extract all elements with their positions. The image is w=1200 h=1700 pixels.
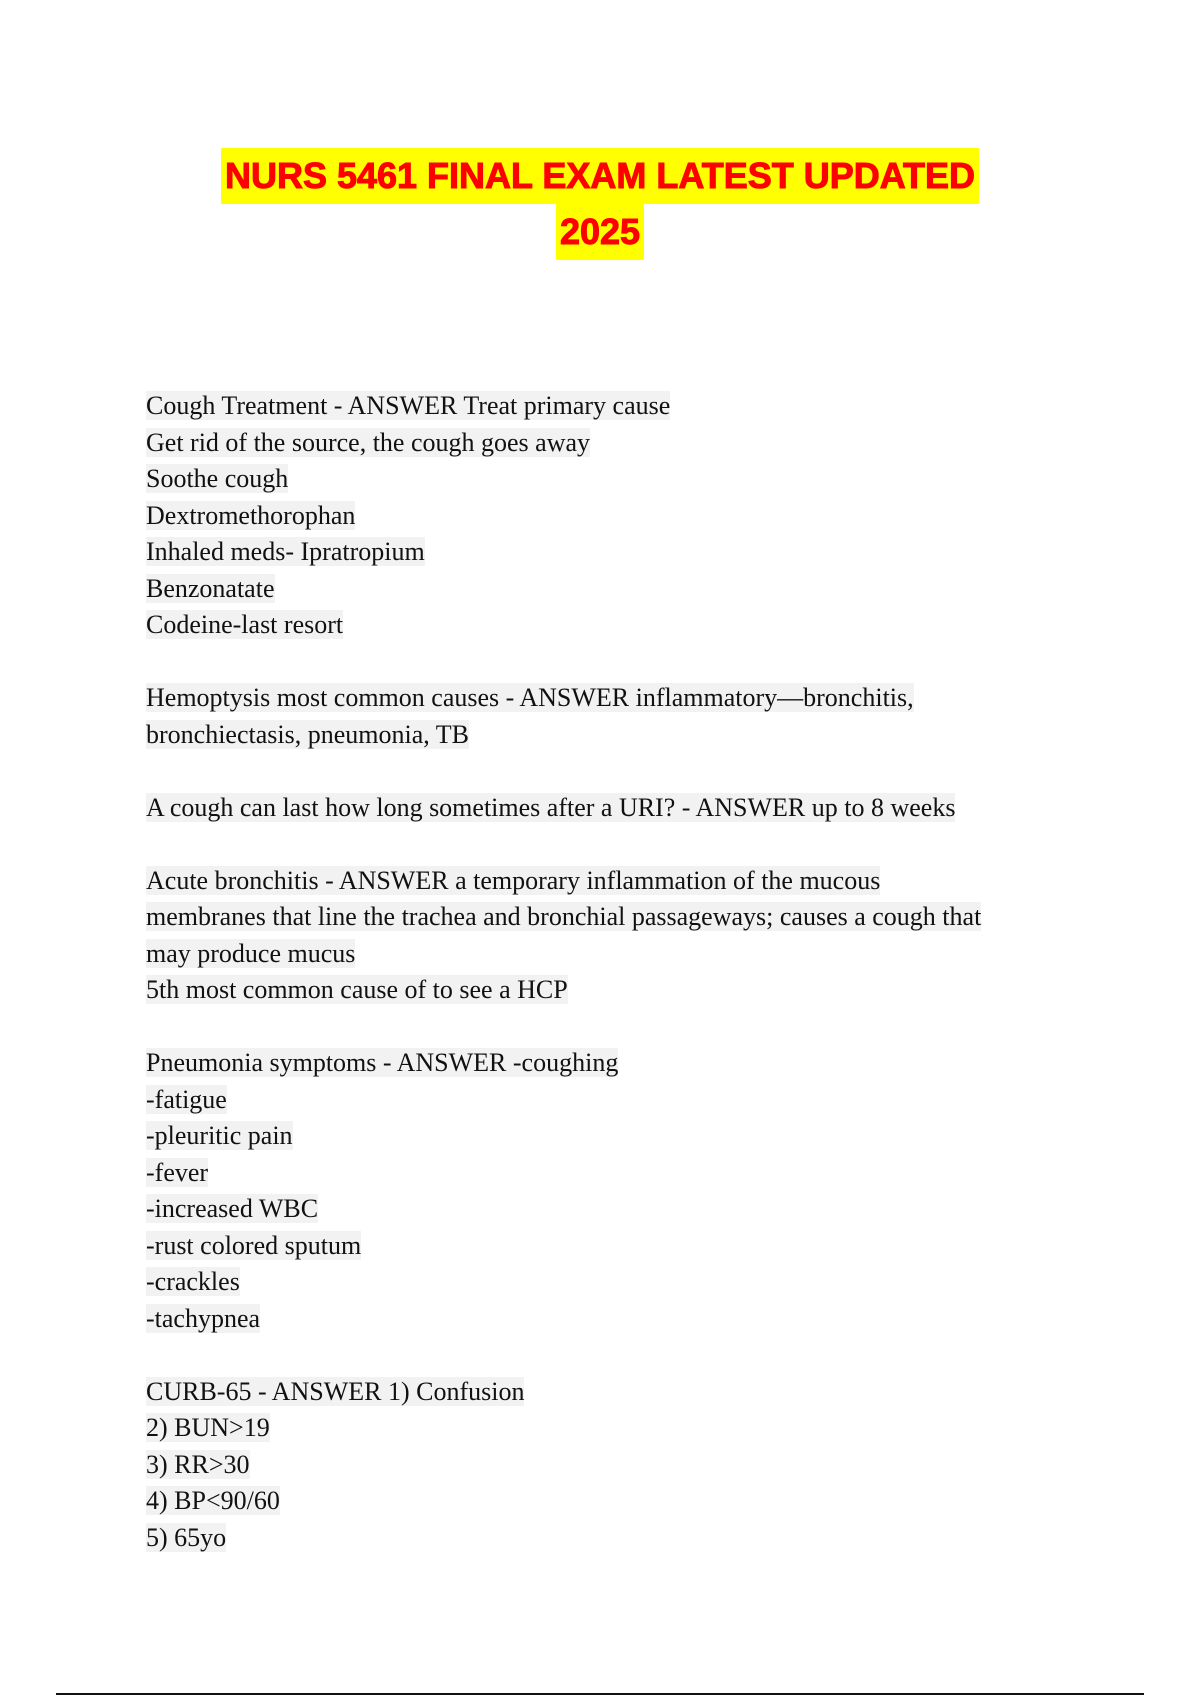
- qa-line: -pleuritic pain: [146, 1121, 293, 1150]
- qa-line: -fever: [146, 1157, 209, 1187]
- qa-line: membranes that line the trachea and bronchial passageways; causes a cough that: [146, 902, 982, 931]
- qa-line: -tachypnea: [146, 1303, 261, 1333]
- qa-line: Get rid of the source, the cough goes away: [146, 427, 591, 457]
- qa-line: Acute bronchitis - ANSWER a temporary inflammation of the mucous: [146, 865, 881, 895]
- qa-line: Hemoptysis most common causes - ANSWER inflammatory—bronchitis,: [146, 683, 914, 712]
- qa-item-cough-duration: [146, 790, 1146, 827]
- qa-list: [146, 388, 1146, 1593]
- qa-item-cough-treatment: [146, 388, 1146, 644]
- qa-item-hemoptysis: [146, 680, 1146, 753]
- qa-line: -fatigue: [146, 1084, 227, 1114]
- qa-line: 5th most common cause of to see a HCP: [146, 975, 568, 1004]
- qa-item-pneumonia-symptoms: [146, 1045, 1146, 1337]
- title-line-1: NURS 5461 FINAL EXAM LATEST UPDATED: [221, 148, 979, 204]
- qa-line: Pneumonia symptoms - ANSWER -coughing: [146, 1048, 619, 1077]
- qa-line: may produce mucus: [146, 938, 356, 968]
- qa-line: A cough can last how long sometimes after a URI? - ANSWER up to 8 weeks: [146, 792, 956, 822]
- document-title: [0, 148, 1200, 260]
- qa-item-curb-65: [146, 1374, 1146, 1557]
- qa-line: -crackles: [146, 1267, 240, 1296]
- page-bottom-rule: [56, 1693, 1144, 1695]
- qa-line: -rust colored sputum: [146, 1230, 362, 1260]
- qa-line: Inhaled meds- Ipratropium: [146, 537, 425, 566]
- title-line-2: 2025: [556, 204, 644, 260]
- qa-line: 4) BP<90/60: [146, 1486, 280, 1515]
- qa-line: 5) 65yo: [146, 1522, 227, 1552]
- qa-item-acute-bronchitis: [146, 863, 1146, 1009]
- qa-line: CURB-65 - ANSWER 1) Confusion: [146, 1376, 525, 1406]
- qa-line: Benzonatate: [146, 573, 275, 603]
- qa-line: Soothe cough: [146, 464, 289, 493]
- qa-line: Codeine-last resort: [146, 610, 344, 639]
- qa-line: 2) BUN>19: [146, 1413, 270, 1442]
- qa-line: 3) RR>30: [146, 1449, 250, 1479]
- qa-line: bronchiectasis, pneumonia, TB: [146, 719, 470, 749]
- qa-line: -increased WBC: [146, 1194, 319, 1223]
- qa-line: Dextromethorophan: [146, 500, 356, 530]
- qa-line: Cough Treatment - ANSWER Treat primary cause: [146, 391, 671, 420]
